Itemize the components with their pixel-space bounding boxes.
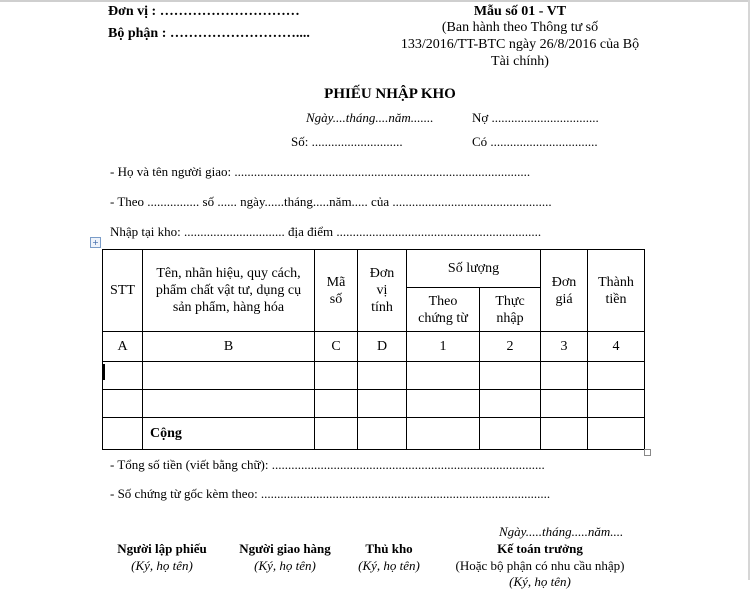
signature-note: (Ký, họ tên): [254, 558, 316, 573]
signature-note: (Hoặc bộ phận có nhu cầu nhập): [455, 558, 625, 573]
table-cell[interactable]: [143, 362, 315, 390]
table-cell[interactable]: [480, 418, 541, 450]
credit-line: Có .................................: [472, 134, 598, 149]
header-quantity: Số lượng: [407, 250, 541, 288]
issued-by-line-2: 133/2016/TT-BTC ngày 26/8/2016 của Bộ: [400, 37, 640, 52]
deliverer-field[interactable]: - Họ và tên người giao: ...........................................................................................: [110, 164, 531, 179]
table-cell[interactable]: [541, 390, 588, 418]
issued-by-line-1: (Ban hành theo Thông tư số: [441, 20, 599, 35]
table-cell[interactable]: [480, 362, 541, 390]
table-cell[interactable]: [541, 418, 588, 450]
number-line: Số: ............................: [291, 134, 403, 149]
table-cell[interactable]: [358, 362, 407, 390]
date-line: Ngày....tháng....năm.......: [306, 110, 434, 125]
issued-by-line-3: Tài chính): [491, 54, 549, 69]
header-qty-per-document: Theo chứng từ: [407, 288, 480, 332]
table-cell[interactable]: [358, 418, 407, 450]
code-cell: D: [358, 332, 407, 362]
code-cell: 3: [541, 332, 588, 362]
document-title: PHIẾU NHẬP KHO: [324, 86, 456, 102]
table-resize-handle[interactable]: [644, 449, 651, 456]
table-cell[interactable]: [480, 390, 541, 418]
table-cell[interactable]: [143, 390, 315, 418]
code-cell: B: [143, 332, 315, 362]
signature-role: Người giao hàng: [239, 541, 331, 556]
signature-note: (Ký, họ tên): [509, 574, 571, 589]
page-top-edge: [0, 0, 750, 2]
header-stt: STT: [103, 250, 143, 332]
total-label: Cộng: [143, 418, 315, 450]
sign-date-line: Ngày.....tháng.....năm....: [499, 524, 624, 539]
department-line: Bộ phận : ………………………....: [108, 26, 310, 41]
table-cell[interactable]: [407, 362, 480, 390]
table-row[interactable]: [103, 390, 645, 418]
header-qty-actual: Thực nhập: [480, 288, 541, 332]
table-cell[interactable]: [103, 362, 143, 390]
code-cell: 4: [588, 332, 645, 362]
signature-role: Kế toán trưởng: [497, 541, 583, 556]
table-row[interactable]: [103, 362, 645, 390]
signature-note: (Ký, họ tên): [131, 558, 193, 573]
basis-field[interactable]: - Theo ................ số ...... ngày......tháng.....năm..... của .................................................: [110, 194, 552, 209]
table-cell[interactable]: [315, 390, 358, 418]
code-cell: 1: [407, 332, 480, 362]
header-amount: Thành tiền: [588, 250, 645, 332]
table-cell[interactable]: [588, 390, 645, 418]
signature-role: Thủ kho: [365, 541, 413, 556]
total-row[interactable]: [103, 418, 645, 450]
table-cell[interactable]: [588, 362, 645, 390]
table-cell[interactable]: [407, 418, 480, 450]
code-cell: A: [103, 332, 143, 362]
attached-documents-field[interactable]: - Số chứng từ gốc kèm theo: .........................................................................................: [110, 486, 551, 501]
header-item-name: Tên, nhãn hiệu, quy cách, phẩm chất vật tư, dụng cụ sản phẩm, hàng hóa: [143, 250, 315, 332]
code-cell: 2: [480, 332, 541, 362]
table-cell[interactable]: [358, 390, 407, 418]
table-move-handle-icon[interactable]: +: [90, 237, 101, 248]
table-cell[interactable]: [103, 418, 143, 450]
header-code: Mã số: [315, 250, 358, 332]
total-in-words-field[interactable]: - Tổng số tiền (viết bằng chữ): ....................................................................................: [110, 457, 545, 472]
table-cell[interactable]: [315, 418, 358, 450]
table-cell[interactable]: [103, 390, 143, 418]
table-cell[interactable]: [315, 362, 358, 390]
header-unit-price: Đơn giá: [541, 250, 588, 332]
text-cursor: [103, 364, 105, 380]
form-number: Mẫu số 01 - VT: [473, 4, 567, 19]
table-cell[interactable]: [541, 362, 588, 390]
signature-role: Người lập phiếu: [117, 541, 207, 556]
debit-line: Nợ .................................: [472, 110, 599, 125]
signature-note: (Ký, họ tên): [358, 558, 420, 573]
code-cell: C: [315, 332, 358, 362]
header-unit: Đơn vị tính: [358, 250, 407, 332]
table-cell[interactable]: [407, 390, 480, 418]
warehouse-field[interactable]: Nhập tại kho: ............................... địa điểm ...............................................................: [110, 224, 542, 239]
unit-line: Đơn vị : …………………………: [108, 4, 300, 19]
items-table: [102, 249, 645, 450]
table-cell[interactable]: [588, 418, 645, 450]
